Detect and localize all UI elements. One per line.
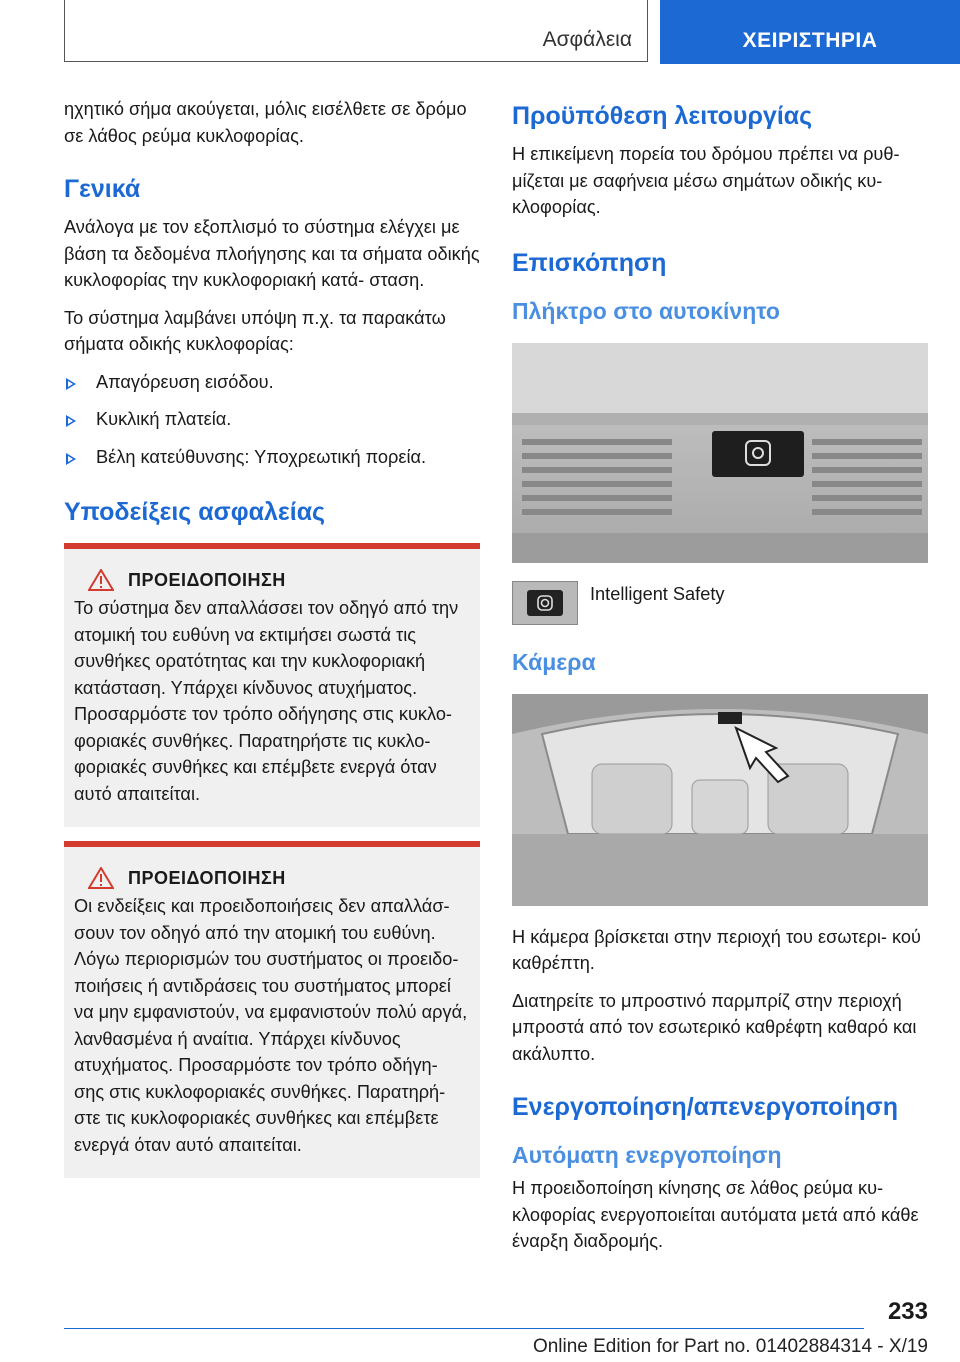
prerequisite-paragraph: Η επικείμενη πορεία του δρόμου πρέπει να ρυθ- μίζεται με σαφήνεια μέσω σημάτων οδικής κυ- κλοφορίας. [512,144,900,217]
general-paragraph-1: Ανάλογα με τον εξοπλισμό το σύστημα ελέγχει με βάση τα δεδομένα πλοήγησης και τα σήματα οδικής κυκλοφορίας την κυκλοφοριακή κατά- σταση. [64,217,480,290]
chapter-tab[interactable]: ΧΕΙΡΙΣΤΗΡΙΑ [660,0,960,64]
intelligent-safety-button-icon [512,581,578,625]
heading-overview: Επισκόπηση [512,248,667,277]
automatic-activation-paragraph: Η προειδοποίηση κίνησης σε λάθος ρεύμα κυ- κλοφορίας ενεργοποιείται αυτόματα μετά από κάθε έναρξη διαδρομής. [512,1178,919,1251]
right-column [512,96,928,1266]
general-paragraph-2: Το σύστημα λαμβάνει υπόψη π.χ. τα παρακάτω σήματα οδικής κυκλοφορίας: [64,307,446,354]
list-item: Κυκλική πλατεία. [64,406,480,433]
bullet-triangle-icon [66,415,76,427]
bullet-triangle-icon [66,453,76,465]
warning-triangle-icon [88,569,114,591]
dashboard-button-photo [512,343,928,563]
warning-title: ΠΡΟΕΙΔΟΠΟΙΗΣΗ [128,569,286,590]
list-item: Απαγόρευση εισόδου. [64,369,480,396]
camera-location-photo [512,694,928,906]
bullet-triangle-icon [66,378,76,390]
camera-paragraph-1: Η κάμερα βρίσκεται στην περιοχή του εσωτερι- κού καθρέπτη. [512,926,921,973]
heading-automatic-activation: Αυτόματη ενεργοποίηση [512,1142,782,1168]
camera-paragraph-2: Διατηρείτε το μπροστινό παρμπρίζ στην περιοχή μπροστά από τον εσωτερικό καθρέφτη καθαρό και ακάλυπτο. [512,990,917,1064]
warning-text: Οι ενδείξεις και προειδοποιήσεις δεν απαλλάσ- σουν τον οδηγό από την ατομική του ευθύνη. Λόγω περιορισμών του συστήματος οι προειδο- ποιήσεις ή αντιδράσεις του συστήματος μπορεί να μην εμφανιστούν, να εμφανιστούν πολύ αργά, λανθασμένα ή αναίτια. Υπάρχει κίνδυνος ατυχήματος. Προσαρμόστε τον τρόπο οδήγη- σης στις κυκλοφοριακές συνθήκες. Παρατηρή- στε τις κυκλοφοριακές συνθήκες και επέμβετε ενεργά όταν αυτό απαιτείται. [74,896,468,1155]
section-title: Ασφάλεια [542,28,632,51]
warning-box-1 [64,543,480,827]
heading-camera: Κάμερα [512,648,596,675]
list-item: Βέλη κατεύθυνσης: Υποχρεωτική πορεία. [64,444,480,471]
warning-box-2 [64,841,480,1178]
heading-prerequisite: Προϋπόθεση λειτουργίας [512,102,813,130]
page-number: 233 [887,1298,928,1325]
heading-button-in-vehicle: Πλήκτρο στο αυτοκίνητο [512,297,780,324]
heading-activation: Ενεργοποίηση/απενεργοποίηση [512,1093,899,1121]
key-label: Intelligent Safety [590,583,725,604]
intro-paragraph: ηχητικό σήμα ακούγεται, μόλις εισέλθετε σε δρόμο σε λάθος ρεύμα κυκλοφορίας. [64,99,467,146]
warning-title: ΠΡΟΕΙΔΟΠΟΙΗΣΗ [128,867,286,888]
warning-triangle-icon [88,867,114,889]
heading-safety: Υποδείξεις ασφαλείας [64,498,326,526]
heading-general: Γενικά [64,175,141,203]
warning-text: Το σύστημα δεν απαλλάσσει τον οδηγό από την ατομική του ευθύνη να εκτιμήσει σωστά τις συνθήκες ορατότητας και την κυκλοφοριακή κατάσταση. Υπάρχει κίνδυνος ατυχήματος. Προσαρμόστε τον τρόπο οδήγησης στις κυκλο- φοριακές συνθήκες. Παρατηρήστε τις κυκλο- φοριακές συνθήκες και επέμβετε ενεργά όταν αυτό απαιτείται. [74,598,459,804]
page-header [0,0,960,64]
sign-list [64,369,480,471]
footer-edition: Online Edition for Part no. 01402884314 - X/19 [532,1336,928,1357]
key-legend [512,581,928,625]
footer-rule [64,1328,864,1329]
left-column [64,96,480,1178]
